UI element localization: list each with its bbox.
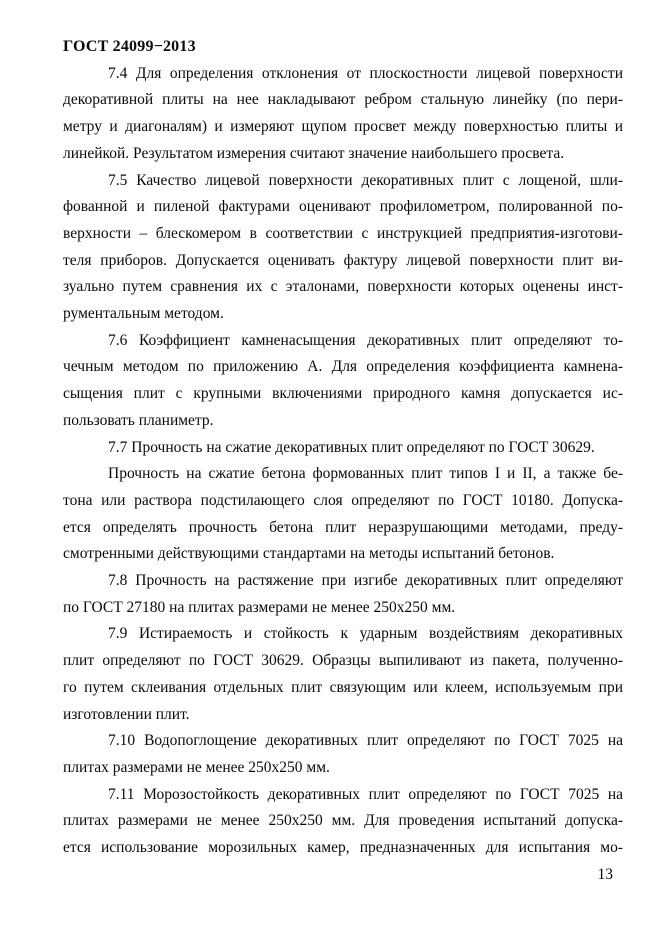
text-line: линейкой. Результатом измерения считают значение наибольшего просвета. [63, 144, 565, 162]
text-line: 7.5 Качество лицевой поверхности декоративных плит с лощеной, шли- [108, 171, 623, 189]
text-line: 7.8 Прочность на растяжение при изгибе декоративных плит определяют [108, 572, 623, 590]
paragraph-7-9 [63, 621, 623, 728]
text-line: 7.7 Прочность на сжатие декоративных плит определяют по ГОСТ 30629. [108, 438, 595, 456]
text-line: рументальным методом. [63, 305, 224, 323]
paragraph-7-7-continuation [63, 461, 623, 568]
text-line: зуально путем сравнения их с эталонами, поверхности которых оценены инст- [63, 278, 623, 296]
text-line: Прочность на сжатие бетона формованных плит типов I и II, а также бе- [108, 465, 623, 483]
text-line: плитах размерами не менее 250x250 мм. [63, 758, 330, 776]
paragraph-7-10 [63, 728, 623, 781]
text-line: чечным методом по приложению А. Для определения коэффициента камнена- [63, 358, 623, 376]
text-line: 7.4 Для определения отклонения от плоскостности лицевой поверхности [108, 64, 623, 82]
text-line: метру и диагоналям) и измеряют щупом просвет между поверхностью плиты и [63, 118, 623, 136]
text-line: ется использование морозильных камер, предназначенных для испытания мо- [63, 839, 623, 857]
text-line: декоративной плиты на нее накладывают ребром стальную линейку (по пери- [63, 91, 623, 109]
paragraph-7-11 [63, 782, 623, 862]
paragraph-7-5 [63, 168, 623, 328]
text-line: плитах размерами не менее 250x250 мм. Для проведения испытаний допуска- [63, 812, 623, 830]
text-line: го путем склеивания отдельных плит связующим или клеем, используемым при [63, 678, 623, 696]
paragraph-7-8 [63, 568, 623, 621]
text-line: 7.6 Коэффициент камненасыщения декоративных плит определяют то- [108, 331, 623, 349]
text-line: изготовлении плит. [63, 705, 190, 723]
page-number: 13 [597, 865, 613, 883]
text-line: пользовать планиметр. [63, 411, 214, 429]
text-line: тона или раствора подстилающего слоя определяют по ГОСТ 10180. Допуска- [63, 491, 623, 509]
text-line: фованной и пиленой фактурами оценивают профилометром, полированной по- [63, 198, 623, 216]
text-line: смотренными действующими стандартами на методы испытаний бетонов. [63, 545, 555, 563]
paragraph-7-6 [63, 328, 623, 435]
text-line: 7.10 Водопоглощение декоративных плит определяют по ГОСТ 7025 на [108, 732, 623, 750]
text-line: 7.9 Истираемость и стойкость к ударным воздействиям декоративных [108, 625, 623, 643]
text-line: ется определять прочность бетона плит неразрушающими методами, преду- [63, 518, 623, 536]
paragraph-7-4 [63, 61, 623, 168]
text-line: 7.11 Морозостойкость декоративных плит определяют по ГОСТ 7025 на [108, 785, 623, 803]
text-line: сыщения плит с крупными включениями природного камня допускается ис- [63, 385, 623, 403]
paragraph-7-7 [63, 435, 623, 462]
text-line: плит определяют по ГОСТ 30629. Образцы выпиливают из пакета, полученно- [63, 652, 623, 670]
text-line: теля приборов. Допускается оценивать фактуру лицевой поверхности плит ви- [63, 251, 623, 269]
text-line: верхности – блескомером в соответствии с инструкцией предприятия-изготови- [63, 224, 623, 242]
document-header: ГОСТ 24099−2013 [63, 38, 196, 55]
text-block [63, 34, 623, 889]
text-line: по ГОСТ 27180 на плитах размерами не менее 250x250 мм. [63, 598, 456, 616]
